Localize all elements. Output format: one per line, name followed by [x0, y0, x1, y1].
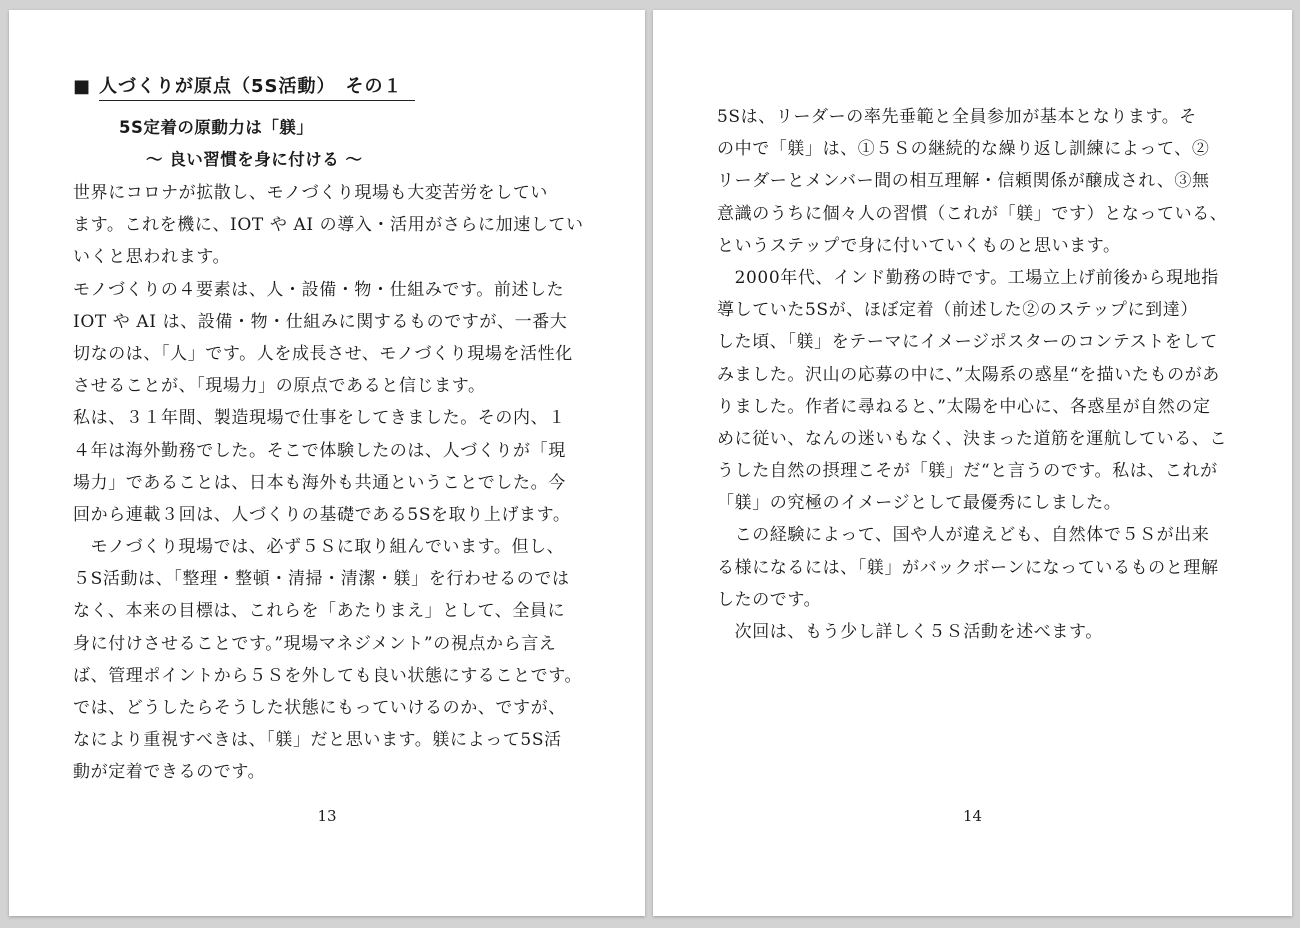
- text-line: では、どうしたらそうした状態にもっていけるのか、ですが、: [73, 698, 566, 718]
- text-line: 意識のうちに個々人の習慣（これが「躾」です）となっている、: [717, 203, 1228, 224]
- text-line: うした自然の摂理こそが「躾」だ“と言うのです。私は、これが: [717, 461, 1218, 482]
- right-page: [653, 10, 1292, 916]
- text-line: ば、管理ポイントから５Ｓを外しても良い状態にすることです。: [73, 665, 583, 686]
- text-line: した頃、「躾」をテーマにイメージポスターのコンテストをして: [717, 332, 1218, 353]
- text-line: 導していた5Sが、ほぼ定着（前述した②のステップに到達）: [717, 300, 1198, 321]
- text-line: 2000年代、インド勤務の時です。工場立上げ前後から現地指: [717, 267, 1219, 288]
- text-line: リーダーとメンバー間の相互理解・信頼関係が醸成され、③無: [717, 171, 1210, 192]
- page-number: 13: [317, 807, 337, 825]
- left-page: [9, 10, 645, 916]
- heading-square-icon: ■: [73, 76, 92, 97]
- text-line: モノづくりの４要素は、人・設備・物・仕組みです。前述した: [73, 279, 565, 300]
- text-line: この経験によって、国や人が違えども、自然体で５Ｓが出来: [717, 525, 1210, 546]
- text-line: る様になるには、「躾」がバックボーンになっているものと理解: [717, 557, 1219, 578]
- text-line: ５S活動は、「整理・整頓・清掃・清潔・躾」を行わせるのでは: [73, 569, 570, 590]
- text-line: したのです。: [717, 589, 822, 610]
- section-title: 人づくりが原点（5S活動） その１: [99, 72, 415, 101]
- text-line: 動が定着できるのです。: [73, 762, 266, 783]
- right-body-text: [717, 101, 1227, 648]
- text-line: なにより重視すべきは、「躾」だと思います。躾によって5S活: [73, 730, 562, 751]
- text-line: IOT や AI は、設備・物・仕組みに関するものですが、一番大: [73, 311, 568, 332]
- section-heading: [73, 72, 415, 101]
- text-line: 私は、３１年間、製造現場で仕事をしてきました。その内、１: [73, 408, 566, 429]
- text-line: 回から連載３回は、人づくりの基礎である5Sを取り上げます。: [73, 504, 571, 525]
- text-line: 次回は、もう少し詳しく５Ｓ活動を述べます。: [717, 622, 1103, 642]
- subheading-tagline: ～ 良い習慣を身に付ける ～: [146, 150, 363, 169]
- text-line: モノづくり現場では、必ず５Ｓに取り組んでいます。但し、: [73, 537, 565, 558]
- text-line: 「躾」の究極のイメージとして最優秀にしました。: [717, 493, 1122, 514]
- text-line: 切なのは、「人」です。人を成長させ、モノづくり現場を活性化: [73, 343, 573, 364]
- text-line: りました。作者に尋ねると、”太陽を中心に、各惑星が自然の定: [717, 396, 1211, 417]
- subheading-main: 5S定着の原動力は「躾」: [119, 118, 314, 137]
- text-line: いくと思われます。: [73, 247, 231, 268]
- text-line: みました。沢山の応募の中に、”太陽系の惑星“を描いたものがあ: [717, 364, 1220, 385]
- page-number: 14: [962, 807, 983, 825]
- text-line: 場力」であることは、日本も海外も共通ということでした。今: [73, 472, 566, 493]
- text-line: 身に付けさせることです。”現場マネジメント”の視点から言え: [73, 633, 557, 654]
- text-line: めに従い、なんの迷いもなく、決まった道筋を運航している、こ: [717, 428, 1228, 449]
- text-line: の中で「躾」は、①５Ｓの継続的な繰り返し訓練によって、②: [717, 139, 1210, 160]
- text-line: させることが、「現場力」の原点であると信じます。: [73, 376, 486, 397]
- left-body-text: [73, 177, 584, 789]
- text-line: なく、本来の目標は、これらを「あたりまえ」として、全員に: [73, 601, 566, 622]
- text-line: 世界にコロナが拡散し、モノづくり現場も大変苦労をしてい: [73, 183, 549, 203]
- text-line: というステップで身に付いていくものと思います。: [717, 235, 1121, 256]
- text-line: ます。これを機に、IOT や AI の導入・活用がさらに加速してい: [73, 215, 584, 236]
- text-line: 5Sは、リーダーの率先垂範と全員参加が基本となります。そ: [717, 107, 1197, 127]
- text-line: ４年は海外勤務でした。そこで体験したのは、人づくりが「現: [73, 440, 566, 461]
